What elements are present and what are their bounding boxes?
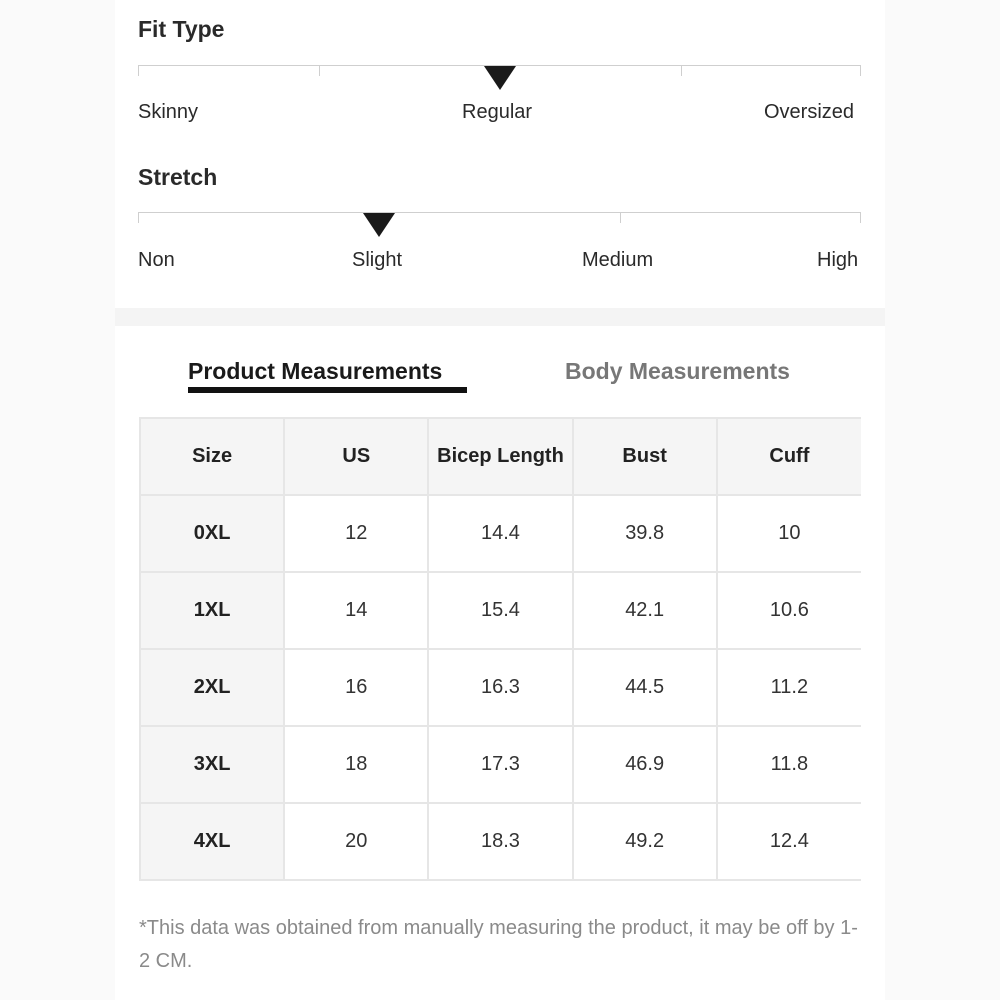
stretch-label-high: High bbox=[817, 249, 859, 271]
stretch-tick bbox=[620, 212, 621, 223]
column-header-cuff: Cuff bbox=[717, 418, 861, 495]
stretch-marker-icon bbox=[363, 213, 395, 237]
stretch-label-slight: Slight bbox=[352, 249, 403, 271]
table-row bbox=[140, 649, 861, 726]
fit-type-label-oversized: Oversized bbox=[764, 101, 855, 123]
bust-cell: 44.5 bbox=[573, 649, 717, 726]
size-cell: 2XL bbox=[140, 649, 284, 726]
tab-body-measurements[interactable]: Body Measurements bbox=[565, 358, 790, 384]
fit-type-label-skinny: Skinny bbox=[138, 101, 199, 123]
cuff-cell: 11.2 bbox=[717, 649, 861, 726]
bicep-length-cell: 16.3 bbox=[428, 649, 572, 726]
bicep-length-cell: 18.3 bbox=[428, 803, 572, 880]
cuff-cell: 12.4 bbox=[717, 803, 861, 880]
stretch-label-non: Non bbox=[138, 249, 175, 271]
table-row bbox=[140, 495, 861, 572]
bust-cell: 39.8 bbox=[573, 495, 717, 572]
us-cell: 20 bbox=[284, 803, 428, 880]
fit-type-tick bbox=[138, 65, 139, 76]
stretch-tick bbox=[860, 212, 861, 223]
us-cell: 18 bbox=[284, 726, 428, 803]
stretch-tick bbox=[138, 212, 139, 223]
measurement-disclaimer: *This data was obtained from manually measuring the product, it may be off by 1-2 CM. bbox=[139, 917, 858, 972]
active-tab-indicator bbox=[188, 387, 467, 393]
stretch-title: Stretch bbox=[138, 164, 218, 190]
fit-type-title: Fit Type bbox=[138, 16, 225, 42]
column-header-bicep-length: Bicep Length bbox=[428, 418, 572, 495]
fit-type-tick bbox=[319, 65, 320, 76]
column-header-bust: Bust bbox=[573, 418, 717, 495]
size-cell: 4XL bbox=[140, 803, 284, 880]
cuff-cell: 10.6 bbox=[717, 572, 861, 649]
fit-type-tick bbox=[681, 65, 682, 76]
table-row bbox=[140, 726, 861, 803]
bicep-length-cell: 15.4 bbox=[428, 572, 572, 649]
size-table bbox=[139, 417, 861, 881]
stretch-label-medium: Medium bbox=[582, 249, 654, 271]
table-row bbox=[140, 572, 861, 649]
stretch-scale bbox=[138, 212, 861, 213]
us-cell: 14 bbox=[284, 572, 428, 649]
column-header-size: Size bbox=[140, 418, 284, 495]
fit-type-label-regular: Regular bbox=[462, 101, 533, 123]
bust-cell: 46.9 bbox=[573, 726, 717, 803]
bicep-length-cell: 14.4 bbox=[428, 495, 572, 572]
fit-panel bbox=[115, 0, 885, 308]
cuff-cell: 10 bbox=[717, 495, 861, 572]
fit-type-marker-icon bbox=[484, 66, 516, 90]
fit-type-tick bbox=[860, 65, 861, 76]
table-header-row bbox=[140, 418, 861, 495]
size-cell: 1XL bbox=[140, 572, 284, 649]
tab-product-measurements[interactable]: Product Measurements bbox=[188, 358, 443, 384]
section-divider bbox=[115, 308, 885, 326]
table-row bbox=[140, 803, 861, 880]
bicep-length-cell: 17.3 bbox=[428, 726, 572, 803]
us-cell: 16 bbox=[284, 649, 428, 726]
cuff-cell: 11.8 bbox=[717, 726, 861, 803]
bust-cell: 49.2 bbox=[573, 803, 717, 880]
us-cell: 12 bbox=[284, 495, 428, 572]
column-header-us: US bbox=[284, 418, 428, 495]
size-cell: 3XL bbox=[140, 726, 284, 803]
size-cell: 0XL bbox=[140, 495, 284, 572]
bust-cell: 42.1 bbox=[573, 572, 717, 649]
